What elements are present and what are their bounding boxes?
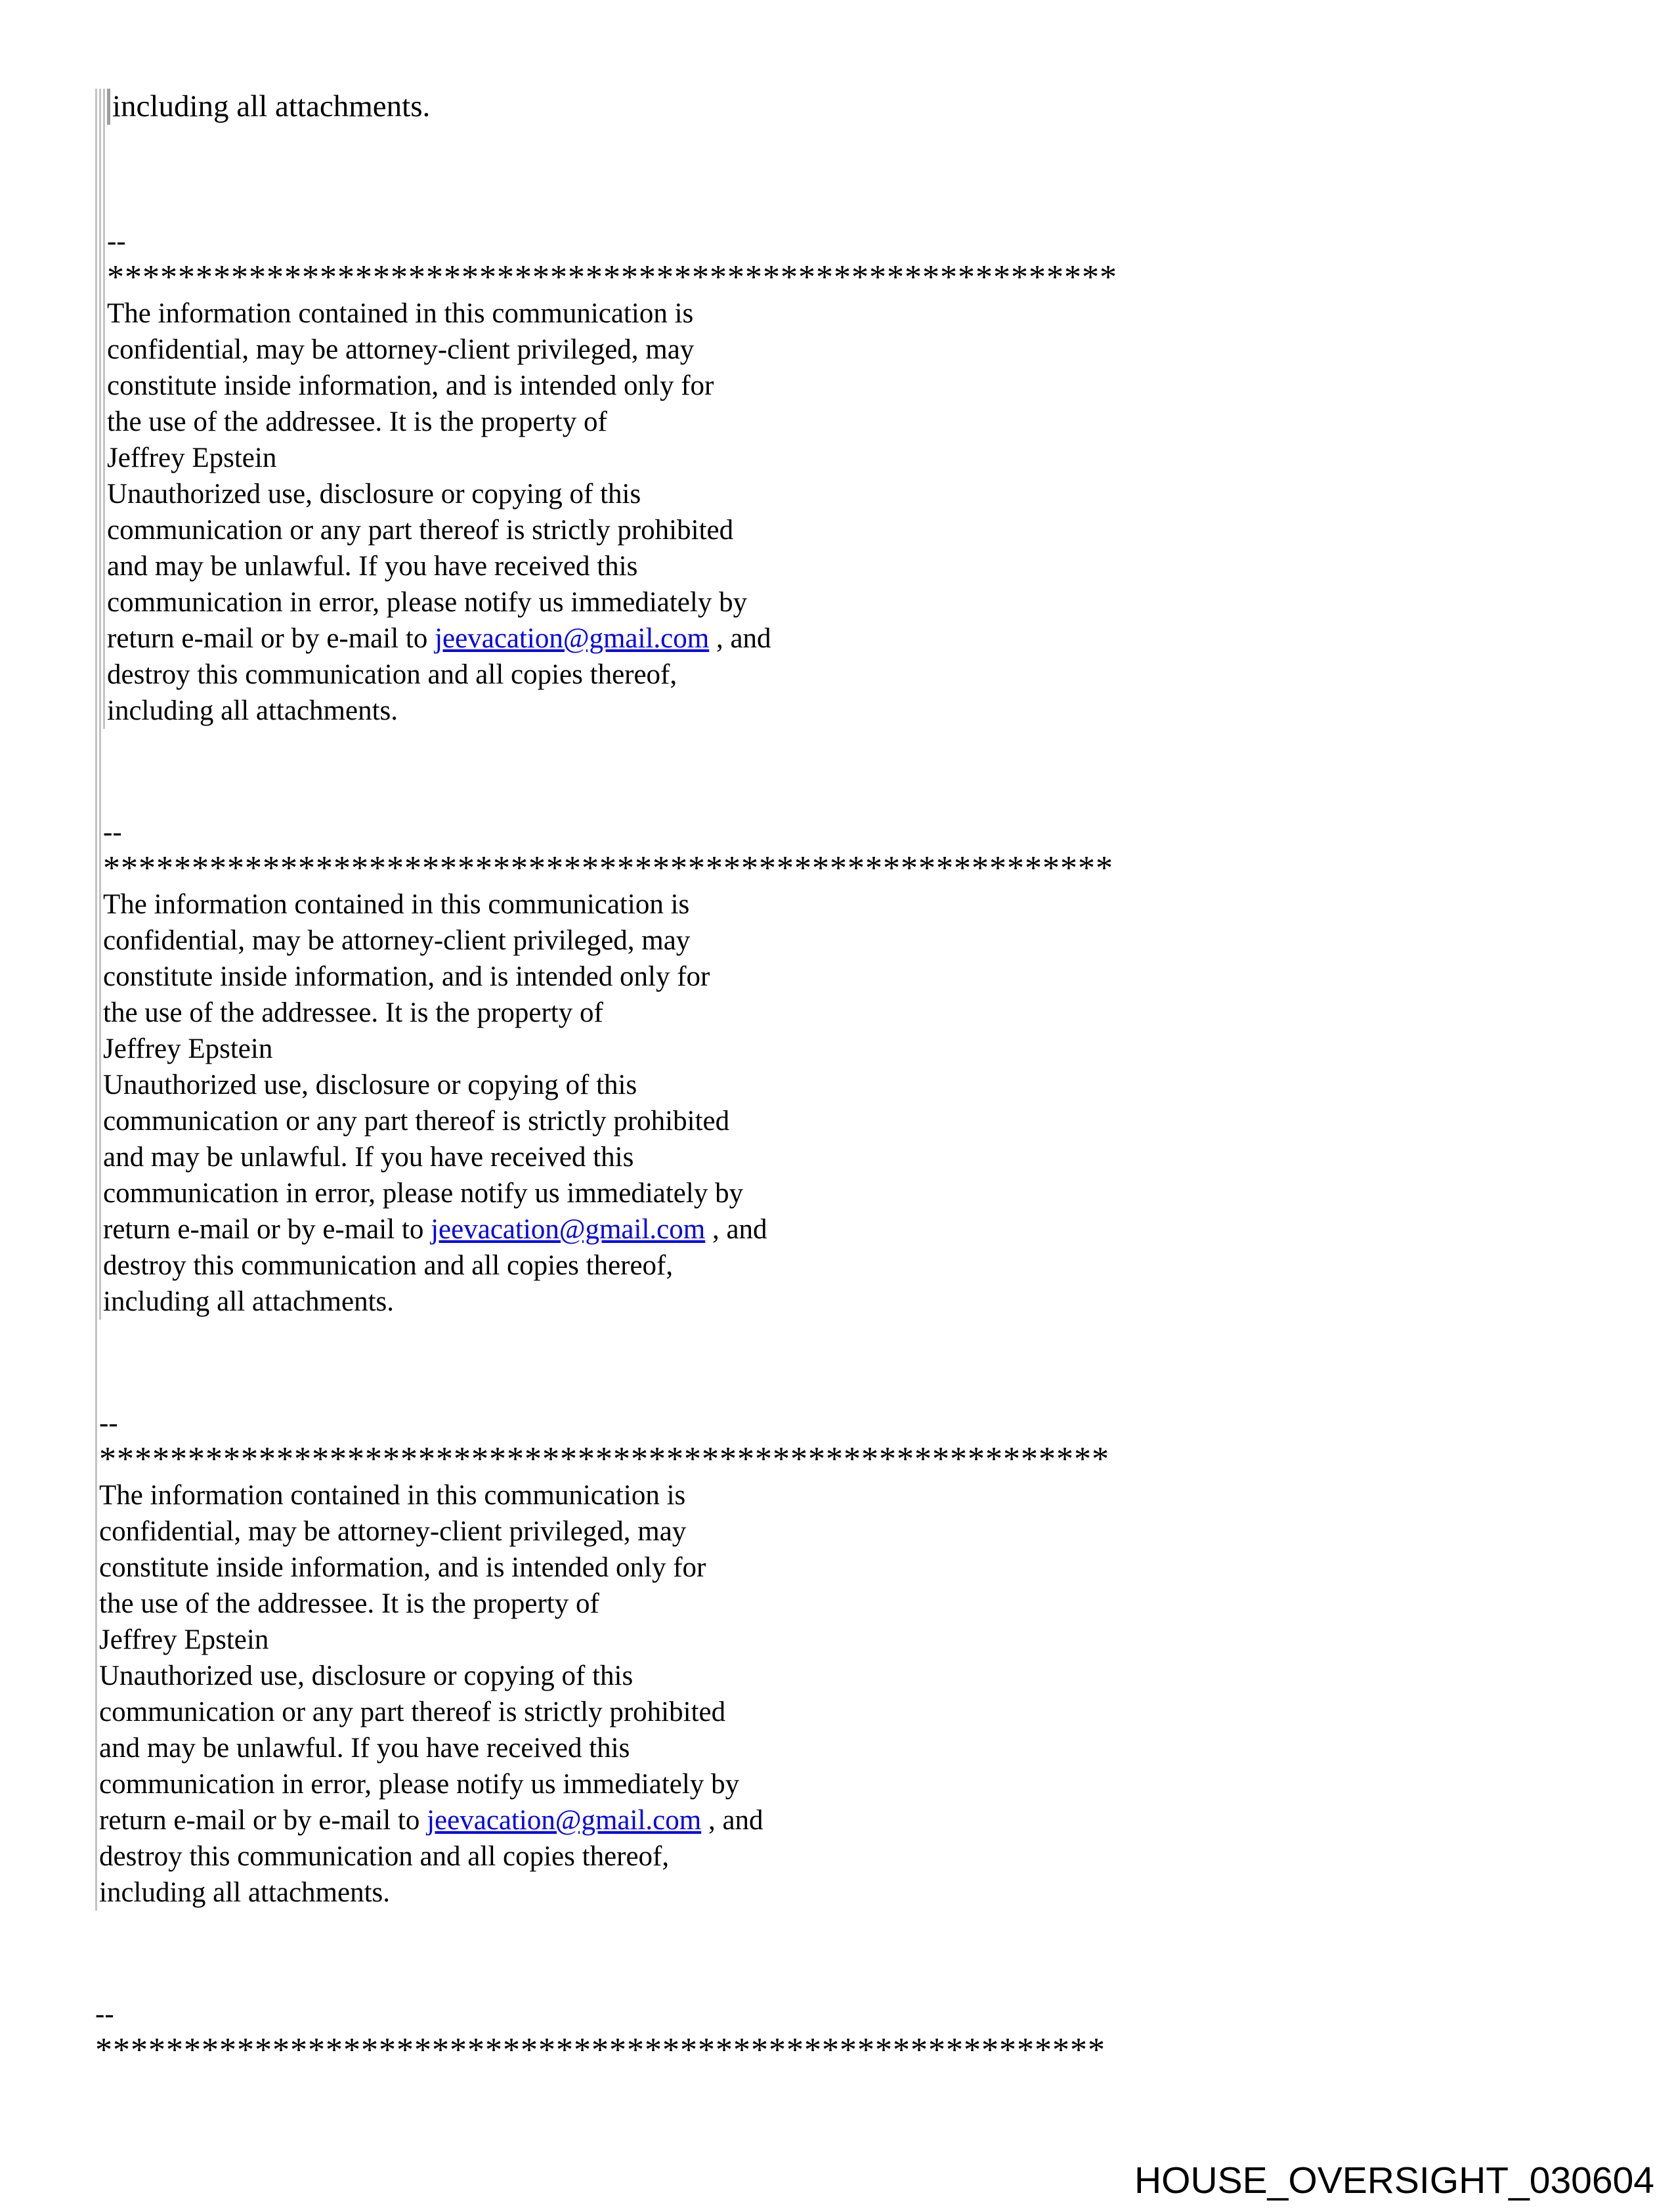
asterisk-divider: ********************************************************* xyxy=(95,2031,1105,2069)
link-line-post: , and xyxy=(709,623,771,654)
disclaimer-line: Unauthorized use, disclosure or copying of this xyxy=(103,1070,637,1100)
disclaimer-line: The information contained in this communication is xyxy=(99,1480,686,1511)
disclaimer-line: including all attachments. xyxy=(103,1286,395,1317)
disclaimer-line: the use of the addressee. It is the property of xyxy=(107,406,607,437)
closing-separator-block xyxy=(95,1996,1342,2068)
disclaimer-block xyxy=(99,1405,1342,1911)
quoted-tail-line: including all attachments. xyxy=(112,89,431,123)
disclaimer-line: The information contained in this communication is xyxy=(103,889,690,920)
bates-number: HOUSE_OVERSIGHT_030604 xyxy=(1134,2159,1654,2201)
signature-separator: -- xyxy=(95,1999,114,2029)
disclaimer-line: and may be unlawful. If you have received this xyxy=(99,1733,630,1764)
disclaimer-link-line xyxy=(99,1802,1342,1838)
disclaimer-line: including all attachments. xyxy=(107,695,398,726)
link-line-pre: return e-mail or by e-mail to xyxy=(103,1214,431,1245)
spacer xyxy=(99,1320,1342,1405)
email-body xyxy=(95,89,1342,2068)
disclaimer-line: communication or any part thereof is strictly prohibited xyxy=(103,1106,730,1137)
asterisk-divider: ********************************************************* xyxy=(99,1441,1109,1478)
disclaimer-line: Jeffrey Epstein xyxy=(107,443,277,473)
disclaimer-line: the use of the addressee. It is the property of xyxy=(99,1588,599,1619)
link-line-post: , and xyxy=(701,1805,763,1836)
disclaimer-line: confidential, may be attorney-client privileged, may xyxy=(107,334,695,365)
disclaimer-line: communication in error, please notify us immediately by xyxy=(107,587,748,618)
disclaimer-line: Jeffrey Epstein xyxy=(103,1033,273,1064)
disclaimer-line: the use of the addressee. It is the property of xyxy=(103,997,603,1028)
asterisk-divider: ********************************************************* xyxy=(107,259,1117,296)
spacer xyxy=(107,125,1342,223)
spacer xyxy=(95,1911,1342,1996)
link-line-post: , and xyxy=(705,1214,767,1245)
signature-separator: -- xyxy=(99,1408,118,1439)
signature-separator: -- xyxy=(107,226,126,257)
disclaimer-line: Unauthorized use, disclosure or copying of this xyxy=(107,479,641,510)
disclaimer-line: destroy this communication and all copies thereof, xyxy=(107,659,677,690)
disclaimer-line: and may be unlawful. If you have received this xyxy=(103,1142,634,1173)
disclaimer-line: communication or any part thereof is strictly prohibited xyxy=(107,515,734,546)
quote-level-4 xyxy=(107,89,1342,125)
disclaimer-line: constitute inside information, and is intended only for xyxy=(99,1552,706,1583)
disclaimer-link-line xyxy=(103,1211,1342,1247)
disclaimer-link-line xyxy=(107,620,1342,657)
quote-level-1 xyxy=(95,89,1342,1911)
disclaimer-line: including all attachments. xyxy=(99,1877,391,1908)
disclaimer-line: communication in error, please notify us immediately by xyxy=(99,1769,740,1800)
disclaimer-line: confidential, may be attorney-client privileged, may xyxy=(99,1516,687,1547)
email-link[interactable]: jeevacation@gmail.com xyxy=(435,623,710,654)
asterisk-divider: ********************************************************* xyxy=(103,850,1113,887)
disclaimer-block xyxy=(103,814,1342,1320)
signature-separator: -- xyxy=(103,817,122,848)
disclaimer-block xyxy=(107,223,1342,729)
disclaimer-line: destroy this communication and all copies thereof, xyxy=(103,1250,674,1281)
quote-level-3 xyxy=(103,89,1342,729)
spacer xyxy=(103,729,1342,814)
disclaimer-line: communication or any part thereof is strictly prohibited xyxy=(99,1697,726,1727)
disclaimer-line: and may be unlawful. If you have received this xyxy=(107,551,638,582)
quote-level-2 xyxy=(99,89,1342,1320)
disclaimer-line: destroy this communication and all copies thereof, xyxy=(99,1841,670,1872)
email-link[interactable]: jeevacation@gmail.com xyxy=(431,1214,706,1245)
disclaimer-line: The information contained in this communication is xyxy=(107,298,694,329)
disclaimer-line: constitute inside information, and is intended only for xyxy=(103,961,710,992)
disclaimer-line: confidential, may be attorney-client privileged, may xyxy=(103,925,691,956)
disclaimer-line: constitute inside information, and is intended only for xyxy=(107,370,714,401)
link-line-pre: return e-mail or by e-mail to xyxy=(99,1805,427,1836)
disclaimer-line: Jeffrey Epstein xyxy=(99,1624,269,1655)
email-link[interactable]: jeevacation@gmail.com xyxy=(427,1805,702,1836)
disclaimer-line: communication in error, please notify us immediately by xyxy=(103,1178,744,1209)
link-line-pre: return e-mail or by e-mail to xyxy=(107,623,435,654)
disclaimer-line: Unauthorized use, disclosure or copying of this xyxy=(99,1660,633,1691)
